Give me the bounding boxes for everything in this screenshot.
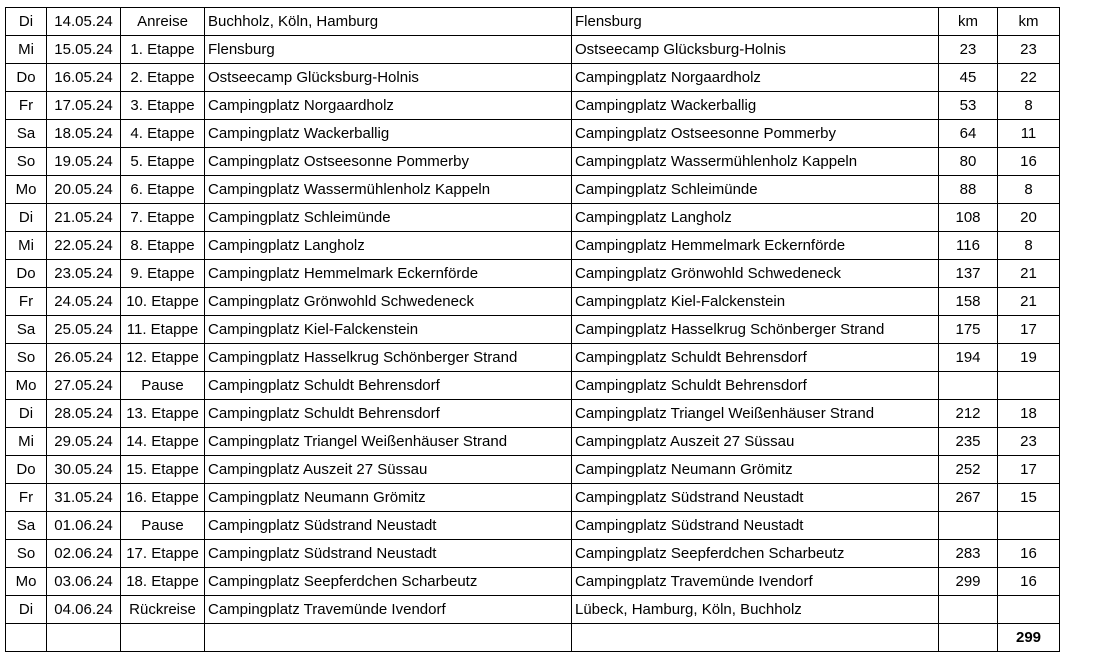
to-cell: Campingplatz Seepferdchen Scharbeutz	[572, 540, 939, 568]
table-row	[6, 456, 1060, 484]
date-cell: 26.05.24	[47, 344, 121, 372]
from-cell: Campingplatz Kiel-Falckenstein	[205, 316, 572, 344]
from-cell: Campingplatz Schuldt Behrensdorf	[205, 400, 572, 428]
table-row	[6, 148, 1060, 176]
from-cell: Campingplatz Schleimünde	[205, 204, 572, 232]
table-row	[6, 596, 1060, 624]
stage-km-cell: 21	[998, 288, 1060, 316]
date-cell: 03.06.24	[47, 568, 121, 596]
from-cell: Campingplatz Triangel Weißenhäuser Strand	[205, 428, 572, 456]
table-row	[6, 260, 1060, 288]
from-cell: Campingplatz Norgaardholz	[205, 92, 572, 120]
to-cell: Campingplatz Hasselkrug Schönberger Strand	[572, 316, 939, 344]
to-cell: Ostseecamp Glücksburg-Holnis	[572, 36, 939, 64]
stage-cell: 18. Etappe	[121, 568, 205, 596]
date-cell: 21.05.24	[47, 204, 121, 232]
table-row	[6, 540, 1060, 568]
date-cell: 15.05.24	[47, 36, 121, 64]
itinerary-table	[5, 7, 1060, 652]
stage-cell: 15. Etappe	[121, 456, 205, 484]
date-cell: 02.06.24	[47, 540, 121, 568]
empty-cell	[121, 624, 205, 652]
stage-km-cell	[998, 596, 1060, 624]
table-row	[6, 120, 1060, 148]
date-cell: 24.05.24	[47, 288, 121, 316]
stage-cell: 14. Etappe	[121, 428, 205, 456]
table-row	[6, 92, 1060, 120]
weekday-cell: Fr	[6, 92, 47, 120]
total-km-cell: 299	[998, 624, 1060, 652]
date-cell: 16.05.24	[47, 64, 121, 92]
stage-km-cell: 17	[998, 316, 1060, 344]
table-row	[6, 232, 1060, 260]
table-row	[6, 428, 1060, 456]
weekday-cell: Sa	[6, 512, 47, 540]
stage-cell: Pause	[121, 372, 205, 400]
to-cell: Campingplatz Auszeit 27 Süssau	[572, 428, 939, 456]
empty-cell	[47, 624, 121, 652]
table-row	[6, 484, 1060, 512]
cumulative-km-cell	[939, 596, 998, 624]
stage-cell: 2. Etappe	[121, 64, 205, 92]
to-cell: Campingplatz Norgaardholz	[572, 64, 939, 92]
cumulative-km-cell: 158	[939, 288, 998, 316]
itinerary-body	[6, 8, 1060, 652]
stage-km-cell: 22	[998, 64, 1060, 92]
from-cell: Buchholz, Köln, Hamburg	[205, 8, 572, 36]
from-cell: Campingplatz Seepferdchen Scharbeutz	[205, 568, 572, 596]
stage-km-cell: 23	[998, 428, 1060, 456]
date-cell: 28.05.24	[47, 400, 121, 428]
date-cell: 14.05.24	[47, 8, 121, 36]
stage-km-cell: 8	[998, 232, 1060, 260]
cumulative-km-cell: 80	[939, 148, 998, 176]
weekday-cell: Mo	[6, 372, 47, 400]
to-cell: Lübeck, Hamburg, Köln, Buchholz	[572, 596, 939, 624]
cumulative-km-cell: 88	[939, 176, 998, 204]
from-cell: Campingplatz Langholz	[205, 232, 572, 260]
table-row	[6, 512, 1060, 540]
to-cell: Campingplatz Schleimünde	[572, 176, 939, 204]
stage-cell: 16. Etappe	[121, 484, 205, 512]
cumulative-km-cell: 175	[939, 316, 998, 344]
stage-km-cell: 11	[998, 120, 1060, 148]
weekday-cell: Do	[6, 456, 47, 484]
to-cell: Campingplatz Wackerballig	[572, 92, 939, 120]
stage-cell: 17. Etappe	[121, 540, 205, 568]
to-cell: Campingplatz Südstrand Neustadt	[572, 484, 939, 512]
cumulative-km-cell: 212	[939, 400, 998, 428]
to-cell: Campingplatz Hemmelmark Eckernförde	[572, 232, 939, 260]
weekday-cell: So	[6, 148, 47, 176]
weekday-cell: Di	[6, 8, 47, 36]
stage-km-cell: 20	[998, 204, 1060, 232]
from-cell: Campingplatz Südstrand Neustadt	[205, 540, 572, 568]
cumulative-km-cell: 64	[939, 120, 998, 148]
date-cell: 20.05.24	[47, 176, 121, 204]
stage-cell: 9. Etappe	[121, 260, 205, 288]
stage-km-header: km	[998, 8, 1060, 36]
from-cell: Campingplatz Südstrand Neustadt	[205, 512, 572, 540]
stage-cell: 3. Etappe	[121, 92, 205, 120]
weekday-cell: Di	[6, 596, 47, 624]
stage-km-cell: 16	[998, 540, 1060, 568]
stage-cell: 1. Etappe	[121, 36, 205, 64]
weekday-cell: Sa	[6, 120, 47, 148]
from-cell: Campingplatz Auszeit 27 Süssau	[205, 456, 572, 484]
weekday-cell: Fr	[6, 288, 47, 316]
date-cell: 01.06.24	[47, 512, 121, 540]
date-cell: 27.05.24	[47, 372, 121, 400]
cumulative-km-header: km	[939, 8, 998, 36]
table-row	[6, 344, 1060, 372]
table-row	[6, 288, 1060, 316]
from-cell: Campingplatz Neumann Grömitz	[205, 484, 572, 512]
stage-km-cell: 16	[998, 568, 1060, 596]
cumulative-km-cell: 267	[939, 484, 998, 512]
to-cell: Campingplatz Grönwohld Schwedeneck	[572, 260, 939, 288]
to-cell: Campingplatz Südstrand Neustadt	[572, 512, 939, 540]
from-cell: Campingplatz Travemünde Ivendorf	[205, 596, 572, 624]
cumulative-km-cell: 235	[939, 428, 998, 456]
stage-km-cell: 21	[998, 260, 1060, 288]
table-row	[6, 316, 1060, 344]
stage-cell: 6. Etappe	[121, 176, 205, 204]
header-row	[6, 8, 1060, 36]
weekday-cell: Mo	[6, 176, 47, 204]
cumulative-km-cell: 252	[939, 456, 998, 484]
weekday-cell: Mi	[6, 36, 47, 64]
stage-km-cell: 8	[998, 92, 1060, 120]
weekday-cell: Do	[6, 64, 47, 92]
table-row	[6, 64, 1060, 92]
to-cell: Campingplatz Langholz	[572, 204, 939, 232]
cumulative-km-cell: 53	[939, 92, 998, 120]
stage-km-cell: 18	[998, 400, 1060, 428]
date-cell: 17.05.24	[47, 92, 121, 120]
cumulative-km-cell: 23	[939, 36, 998, 64]
to-cell: Campingplatz Ostseesonne Pommerby	[572, 120, 939, 148]
cumulative-km-cell: 108	[939, 204, 998, 232]
date-cell: 29.05.24	[47, 428, 121, 456]
stage-cell: 10. Etappe	[121, 288, 205, 316]
cumulative-km-cell: 45	[939, 64, 998, 92]
empty-cell	[205, 624, 572, 652]
stage-cell: 7. Etappe	[121, 204, 205, 232]
date-cell: 04.06.24	[47, 596, 121, 624]
from-cell: Campingplatz Ostseesonne Pommerby	[205, 148, 572, 176]
to-cell: Campingplatz Schuldt Behrensdorf	[572, 372, 939, 400]
table-row	[6, 372, 1060, 400]
cumulative-km-cell	[939, 372, 998, 400]
table-row	[6, 204, 1060, 232]
table-row	[6, 568, 1060, 596]
date-cell: 25.05.24	[47, 316, 121, 344]
cumulative-km-cell: 299	[939, 568, 998, 596]
weekday-cell: Mi	[6, 232, 47, 260]
weekday-cell: Fr	[6, 484, 47, 512]
weekday-cell: Mi	[6, 428, 47, 456]
empty-cell	[939, 624, 998, 652]
table-row	[6, 36, 1060, 64]
to-cell: Campingplatz Neumann Grömitz	[572, 456, 939, 484]
from-cell: Campingplatz Grönwohld Schwedeneck	[205, 288, 572, 316]
table-row	[6, 400, 1060, 428]
stage-cell: 13. Etappe	[121, 400, 205, 428]
to-cell: Flensburg	[572, 8, 939, 36]
date-cell: 19.05.24	[47, 148, 121, 176]
stage-km-cell: 16	[998, 148, 1060, 176]
stage-cell: Anreise	[121, 8, 205, 36]
total-row	[6, 624, 1060, 652]
stage-km-cell	[998, 372, 1060, 400]
from-cell: Campingplatz Hasselkrug Schönberger Strand	[205, 344, 572, 372]
to-cell: Campingplatz Kiel-Falckenstein	[572, 288, 939, 316]
cumulative-km-cell	[939, 512, 998, 540]
cumulative-km-cell: 116	[939, 232, 998, 260]
stage-cell: 12. Etappe	[121, 344, 205, 372]
stage-km-cell: 15	[998, 484, 1060, 512]
weekday-cell: Di	[6, 400, 47, 428]
stage-km-cell: 23	[998, 36, 1060, 64]
date-cell: 22.05.24	[47, 232, 121, 260]
weekday-cell: Mo	[6, 568, 47, 596]
empty-cell	[6, 624, 47, 652]
empty-cell	[572, 624, 939, 652]
date-cell: 30.05.24	[47, 456, 121, 484]
date-cell: 23.05.24	[47, 260, 121, 288]
from-cell: Campingplatz Schuldt Behrensdorf	[205, 372, 572, 400]
cumulative-km-cell: 194	[939, 344, 998, 372]
to-cell: Campingplatz Travemünde Ivendorf	[572, 568, 939, 596]
table-row	[6, 176, 1060, 204]
weekday-cell: So	[6, 344, 47, 372]
weekday-cell: Di	[6, 204, 47, 232]
stage-cell: Rückreise	[121, 596, 205, 624]
stage-cell: Pause	[121, 512, 205, 540]
to-cell: Campingplatz Triangel Weißenhäuser Strand	[572, 400, 939, 428]
weekday-cell: Do	[6, 260, 47, 288]
weekday-cell: So	[6, 540, 47, 568]
from-cell: Campingplatz Hemmelmark Eckernförde	[205, 260, 572, 288]
from-cell: Campingplatz Wassermühlenholz Kappeln	[205, 176, 572, 204]
stage-km-cell: 8	[998, 176, 1060, 204]
stage-cell: 4. Etappe	[121, 120, 205, 148]
from-cell: Ostseecamp Glücksburg-Holnis	[205, 64, 572, 92]
cumulative-km-cell: 283	[939, 540, 998, 568]
date-cell: 18.05.24	[47, 120, 121, 148]
stage-km-cell: 19	[998, 344, 1060, 372]
stage-cell: 11. Etappe	[121, 316, 205, 344]
stage-km-cell: 17	[998, 456, 1060, 484]
stage-cell: 8. Etappe	[121, 232, 205, 260]
to-cell: Campingplatz Wassermühlenholz Kappeln	[572, 148, 939, 176]
stage-cell: 5. Etappe	[121, 148, 205, 176]
from-cell: Flensburg	[205, 36, 572, 64]
stage-km-cell	[998, 512, 1060, 540]
weekday-cell: Sa	[6, 316, 47, 344]
to-cell: Campingplatz Schuldt Behrensdorf	[572, 344, 939, 372]
from-cell: Campingplatz Wackerballig	[205, 120, 572, 148]
cumulative-km-cell: 137	[939, 260, 998, 288]
date-cell: 31.05.24	[47, 484, 121, 512]
